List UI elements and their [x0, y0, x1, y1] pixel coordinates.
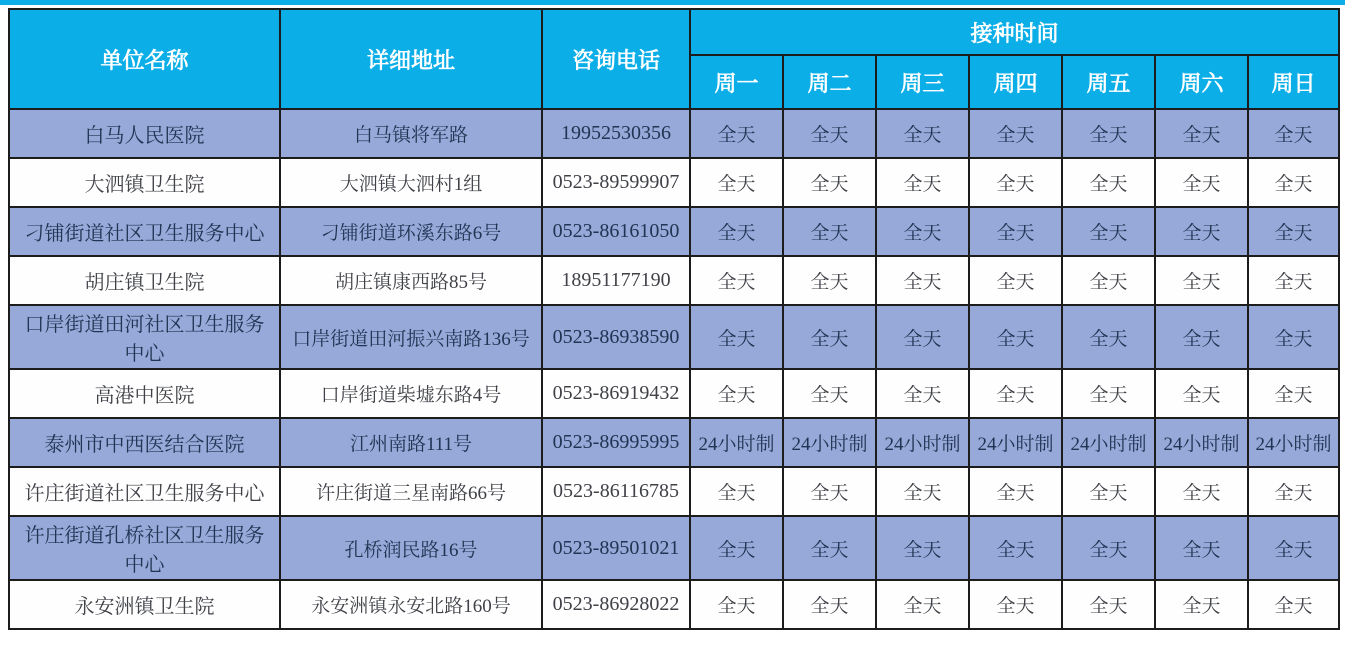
table-row — [9, 158, 1339, 207]
table-row — [9, 369, 1339, 418]
schedule-cell: 全天 — [1062, 580, 1155, 629]
phone-cell: 19952530356 — [542, 109, 690, 158]
schedule-cell: 全天 — [1062, 207, 1155, 256]
schedule-cell: 全天 — [969, 158, 1062, 207]
address-cell: 口岸街道柴墟东路4号 — [280, 369, 542, 418]
schedule-cell: 全天 — [783, 516, 876, 580]
schedule-cell: 24小时制 — [783, 418, 876, 467]
address-cell: 刁铺街道环溪东路6号 — [280, 207, 542, 256]
day-header-tuesday: 周二 — [783, 55, 876, 109]
address-cell: 永安洲镇永安北路160号 — [280, 580, 542, 629]
unit-name-cell: 口岸街道田河社区卫生服务中心 — [9, 305, 280, 369]
schedule-cell: 全天 — [690, 305, 783, 369]
schedule-cell: 全天 — [969, 305, 1062, 369]
unit-name-cell: 永安洲镇卫生院 — [9, 580, 280, 629]
phone-cell: 0523-86938590 — [542, 305, 690, 369]
day-header-saturday: 周六 — [1155, 55, 1248, 109]
table-row — [9, 516, 1339, 580]
schedule-cell: 全天 — [1155, 467, 1248, 516]
phone-cell: 0523-89501021 — [542, 516, 690, 580]
schedule-cell: 全天 — [876, 516, 969, 580]
top-accent-strip — [0, 0, 1345, 5]
address-cell: 大泗镇大泗村1组 — [280, 158, 542, 207]
schedule-cell: 24小时制 — [1062, 418, 1155, 467]
table-row — [9, 580, 1339, 629]
schedule-cell: 全天 — [876, 580, 969, 629]
schedule-cell: 全天 — [969, 467, 1062, 516]
unit-name-header: 单位名称 — [9, 9, 280, 109]
schedule-group-header: 接种时间 — [690, 9, 1339, 55]
schedule-cell: 全天 — [876, 256, 969, 305]
table-header — [9, 9, 1339, 109]
table-row — [9, 418, 1339, 467]
schedule-cell: 全天 — [783, 467, 876, 516]
schedule-cell: 全天 — [969, 369, 1062, 418]
vaccination-schedule-table — [8, 8, 1340, 630]
schedule-cell: 全天 — [1155, 158, 1248, 207]
schedule-cell: 全天 — [969, 256, 1062, 305]
schedule-cell: 全天 — [1248, 109, 1339, 158]
schedule-cell: 24小时制 — [1155, 418, 1248, 467]
schedule-cell: 全天 — [969, 109, 1062, 158]
schedule-cell: 全天 — [690, 467, 783, 516]
day-header-sunday: 周日 — [1248, 55, 1339, 109]
schedule-cell: 全天 — [876, 207, 969, 256]
address-cell: 江州南路111号 — [280, 418, 542, 467]
schedule-cell: 全天 — [690, 207, 783, 256]
schedule-cell: 全天 — [1062, 369, 1155, 418]
unit-name-cell: 胡庄镇卫生院 — [9, 256, 280, 305]
schedule-cell: 全天 — [876, 467, 969, 516]
schedule-cell: 全天 — [1248, 158, 1339, 207]
table-row — [9, 256, 1339, 305]
table-body — [9, 109, 1339, 629]
day-header-monday: 周一 — [690, 55, 783, 109]
schedule-cell: 全天 — [969, 580, 1062, 629]
schedule-cell: 全天 — [783, 305, 876, 369]
schedule-cell: 全天 — [1248, 369, 1339, 418]
schedule-cell: 全天 — [783, 109, 876, 158]
phone-cell: 18951177190 — [542, 256, 690, 305]
day-header-friday: 周五 — [1062, 55, 1155, 109]
schedule-cell: 全天 — [690, 369, 783, 418]
schedule-cell: 全天 — [783, 207, 876, 256]
schedule-cell: 全天 — [969, 207, 1062, 256]
schedule-cell: 24小时制 — [969, 418, 1062, 467]
schedule-cell: 全天 — [1062, 516, 1155, 580]
schedule-cell: 全天 — [1062, 467, 1155, 516]
address-cell: 许庄街道三星南路66号 — [280, 467, 542, 516]
schedule-cell: 全天 — [1248, 256, 1339, 305]
schedule-cell: 全天 — [1248, 516, 1339, 580]
address-cell: 孔桥润民路16号 — [280, 516, 542, 580]
schedule-cell: 全天 — [783, 158, 876, 207]
day-header-wednesday: 周三 — [876, 55, 969, 109]
phone-cell: 0523-86919432 — [542, 369, 690, 418]
schedule-cell: 全天 — [1155, 305, 1248, 369]
schedule-cell: 全天 — [1155, 207, 1248, 256]
schedule-cell: 全天 — [783, 256, 876, 305]
table-row — [9, 207, 1339, 256]
schedule-cell: 全天 — [876, 369, 969, 418]
unit-name-cell: 泰州市中西医结合医院 — [9, 418, 280, 467]
table-row — [9, 305, 1339, 369]
phone-cell: 0523-86928022 — [542, 580, 690, 629]
schedule-cell: 全天 — [690, 516, 783, 580]
schedule-cell: 24小时制 — [1248, 418, 1339, 467]
schedule-cell: 全天 — [1248, 305, 1339, 369]
schedule-cell: 全天 — [1062, 158, 1155, 207]
phone-cell: 0523-86161050 — [542, 207, 690, 256]
day-header-thursday: 周四 — [969, 55, 1062, 109]
schedule-cell: 全天 — [783, 580, 876, 629]
unit-name-cell: 白马人民医院 — [9, 109, 280, 158]
schedule-cell: 全天 — [1155, 580, 1248, 629]
schedule-cell: 全天 — [1155, 256, 1248, 305]
schedule-cell: 全天 — [1062, 305, 1155, 369]
schedule-cell: 24小时制 — [876, 418, 969, 467]
phone-header: 咨询电话 — [542, 9, 690, 109]
schedule-cell: 全天 — [1248, 467, 1339, 516]
unit-name-cell: 许庄街道孔桥社区卫生服务中心 — [9, 516, 280, 580]
schedule-cell: 全天 — [1155, 516, 1248, 580]
schedule-cell: 全天 — [690, 109, 783, 158]
schedule-cell: 全天 — [783, 369, 876, 418]
unit-name-cell: 许庄街道社区卫生服务中心 — [9, 467, 280, 516]
phone-cell: 0523-86995995 — [542, 418, 690, 467]
schedule-cell: 全天 — [690, 256, 783, 305]
schedule-cell: 全天 — [1248, 207, 1339, 256]
schedule-cell: 全天 — [1155, 109, 1248, 158]
table-row — [9, 109, 1339, 158]
schedule-cell: 全天 — [876, 158, 969, 207]
schedule-cell: 全天 — [969, 516, 1062, 580]
schedule-cell: 全天 — [876, 305, 969, 369]
phone-cell: 0523-86116785 — [542, 467, 690, 516]
address-header: 详细地址 — [280, 9, 542, 109]
schedule-cell: 全天 — [1248, 580, 1339, 629]
schedule-cell: 24小时制 — [690, 418, 783, 467]
phone-cell: 0523-89599907 — [542, 158, 690, 207]
schedule-cell: 全天 — [1155, 369, 1248, 418]
schedule-cell: 全天 — [1062, 109, 1155, 158]
schedule-cell: 全天 — [690, 580, 783, 629]
unit-name-cell: 刁铺街道社区卫生服务中心 — [9, 207, 280, 256]
unit-name-cell: 大泗镇卫生院 — [9, 158, 280, 207]
schedule-cell: 全天 — [1062, 256, 1155, 305]
address-cell: 口岸街道田河振兴南路136号 — [280, 305, 542, 369]
address-cell: 白马镇将军路 — [280, 109, 542, 158]
unit-name-cell: 高港中医院 — [9, 369, 280, 418]
table-row — [9, 467, 1339, 516]
schedule-cell: 全天 — [876, 109, 969, 158]
schedule-cell: 全天 — [690, 158, 783, 207]
address-cell: 胡庄镇康西路85号 — [280, 256, 542, 305]
